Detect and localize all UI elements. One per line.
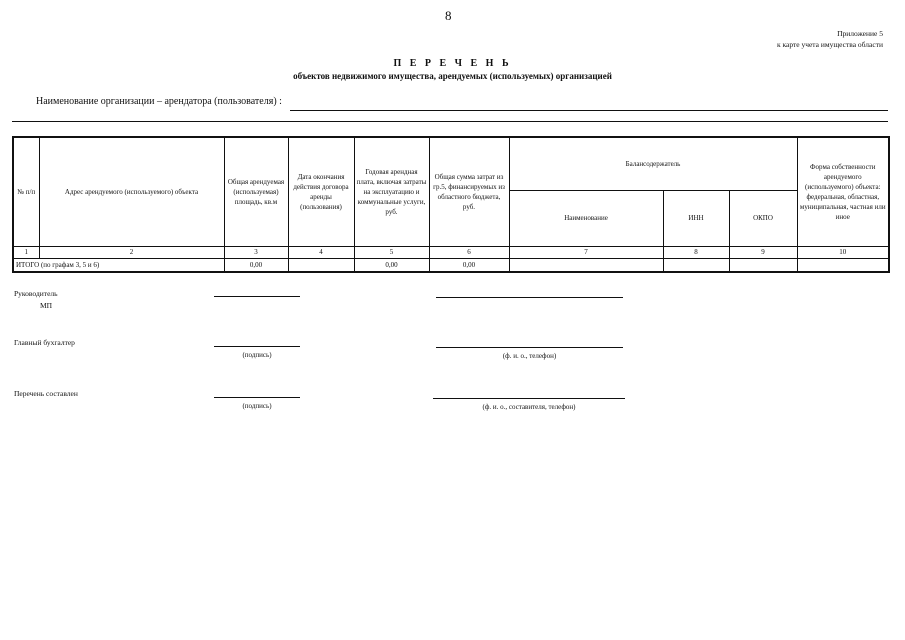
- column-number: 5: [354, 246, 429, 258]
- accountant-signature-line[interactable]: [214, 346, 300, 347]
- header-annual-rent: Годовая арендная плата, включая затраты на эксплуатацию и коммунальные услуги, руб.: [354, 137, 429, 246]
- accountant-sign-caption: (подпись): [242, 351, 272, 359]
- header-row-number: № п/п: [13, 137, 39, 246]
- accountant-name-line[interactable]: [436, 347, 623, 348]
- appendix-note: [777, 28, 883, 50]
- header-budget-sum: Общая сумма затрат из гр.5, финансируемых из областного бюджета, руб.: [429, 137, 509, 246]
- total-budget-sum: 0,00: [429, 258, 509, 272]
- compiler-name-caption: (ф. и. о., составителя, телефон): [482, 403, 576, 411]
- compiler-sign-caption: (подпись): [242, 402, 272, 410]
- column-number: 9: [729, 246, 797, 258]
- organization-name-line-2[interactable]: [12, 121, 888, 122]
- total-empty-7: [509, 258, 663, 272]
- header-holder-name: Наименование: [509, 190, 663, 246]
- total-empty-8: [663, 258, 729, 272]
- compiler-signature-line[interactable]: [214, 397, 300, 398]
- head-name-line[interactable]: [436, 297, 623, 298]
- document-title: П Е Р Е Ч Е Н Ь: [393, 58, 512, 69]
- column-number: 3: [224, 246, 288, 258]
- accountant-name-caption: (ф. и. о., телефон): [502, 352, 557, 360]
- header-balance-holder: Балансодержатель: [509, 137, 797, 190]
- total-row: [13, 258, 889, 272]
- column-number-row: [13, 246, 889, 258]
- column-number: 10: [797, 246, 889, 258]
- total-label: ИТОГО (по графам 3, 5 и 6): [13, 258, 224, 272]
- header-address: Адрес арендуемого (используемого) объекта: [39, 137, 224, 246]
- column-number: 2: [39, 246, 224, 258]
- total-empty-9: [729, 258, 797, 272]
- total-area: 0,00: [224, 258, 288, 272]
- compiler-name-line[interactable]: [433, 398, 625, 399]
- column-number: 6: [429, 246, 509, 258]
- organization-label: Наименование организации – арендатора (пользователя) :: [36, 96, 282, 107]
- seal-label: МП: [40, 301, 53, 310]
- column-number: 8: [663, 246, 729, 258]
- document-subtitle: объектов недвижимого имущества, арендуемых (используемых) организацией: [293, 71, 612, 81]
- compiler-label: Перечень составлен: [14, 389, 78, 398]
- header-area: Общая арендуемая (используемая) площадь, кв.м: [224, 137, 288, 246]
- column-number: 1: [13, 246, 39, 258]
- organization-name-line[interactable]: [290, 110, 888, 111]
- header-okpo: ОКПО: [729, 190, 797, 246]
- appendix-line-1: Приложение 5: [837, 29, 883, 38]
- column-number: 7: [509, 246, 663, 258]
- header-inn: ИНН: [663, 190, 729, 246]
- appendix-line-2: к карте учета имущества области: [776, 40, 883, 49]
- page-number: 8: [445, 8, 452, 23]
- head-label: Руководитель: [14, 289, 58, 298]
- header-ownership-form: Форма собственности арендуемого (используемого) объекта: федеральная, областная, муниципальная, частная или иное: [797, 137, 889, 246]
- total-empty-10: [797, 258, 889, 272]
- total-annual-rent: 0,00: [354, 258, 429, 272]
- objects-table: [12, 136, 890, 273]
- total-empty-4: [288, 258, 354, 272]
- column-number: 4: [288, 246, 354, 258]
- head-signature-line[interactable]: [214, 296, 300, 297]
- accountant-label: Главный бухгалтер: [14, 338, 75, 347]
- header-contract-end: Дата окончания действия договора аренды (пользования): [288, 137, 354, 246]
